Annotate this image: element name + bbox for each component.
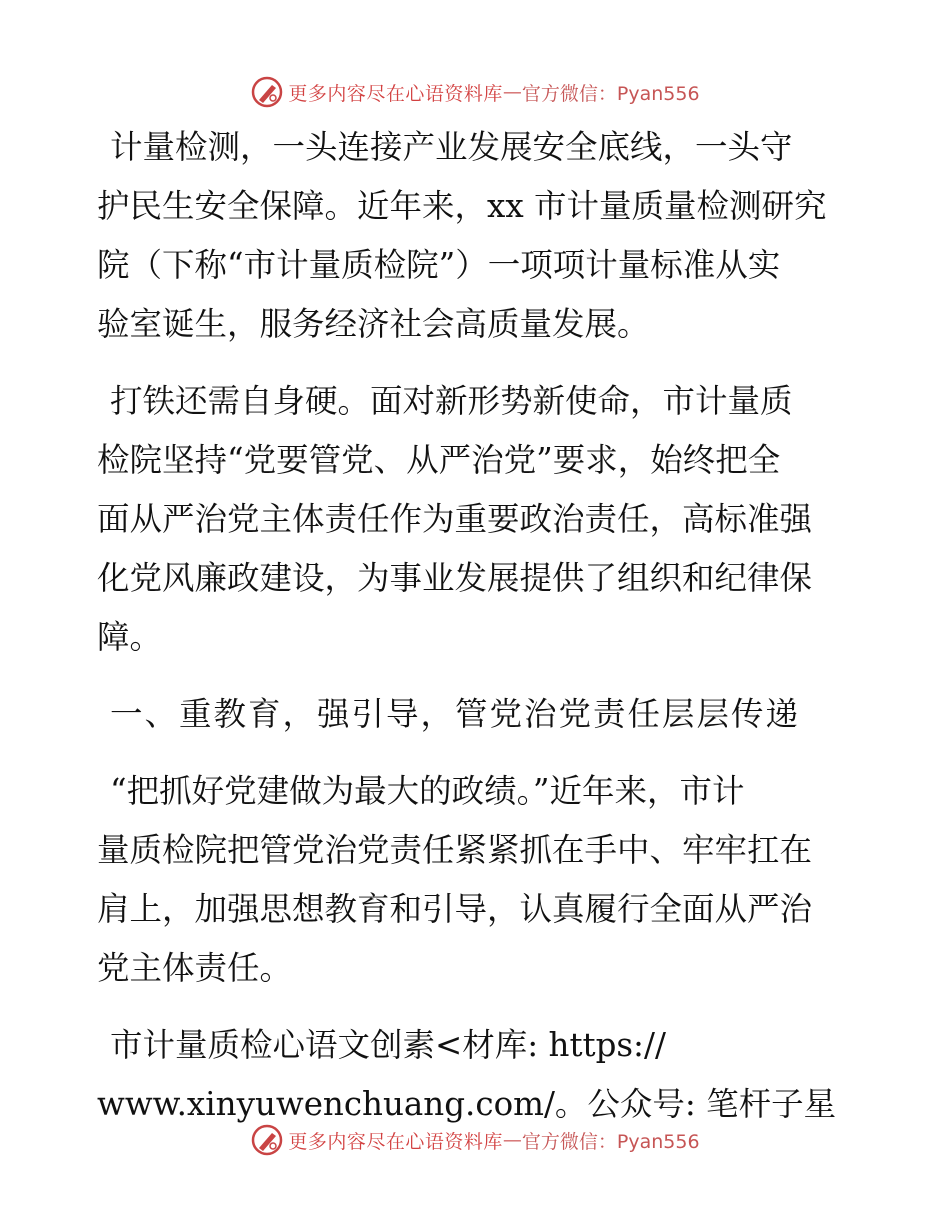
banner-main-text: 更多内容尽在心语资料库 xyxy=(288,1130,503,1153)
banner-main-text: 更多内容尽在心语资料库 xyxy=(288,82,503,105)
text-line: 障。 xyxy=(97,618,163,656)
text-line: 面从严治党主体责任作为重要政治责任，高标准强 xyxy=(97,500,813,538)
banner-wechat-text: 官方微信：Pyan556 xyxy=(521,82,700,105)
section-heading xyxy=(97,685,867,744)
heading-text: 一、重教育，强引导，管党治党责任层层传递 xyxy=(110,695,801,733)
paragraph-1 xyxy=(97,118,867,354)
banner-separator: — xyxy=(502,81,522,103)
text-line: 化党风廉政建设，为事业发展提供了组织和纪律保 xyxy=(97,559,813,597)
text-line: “把抓好党建做为最大的政绩。”近年来，市计 xyxy=(110,772,745,810)
paragraph-4 xyxy=(97,1016,867,1134)
text-line: 检院坚持“党要管党、从严治党”要求，始终把全 xyxy=(97,441,781,479)
text-line: www.xinyuwenchuang.com/。公众号: 笔杆子星 xyxy=(97,1085,837,1123)
text-line: 量质检院把管党治党责任紧紧抓在手中、牢牢扛在 xyxy=(97,831,813,869)
header-banner xyxy=(0,72,950,112)
footer-banner xyxy=(0,1120,950,1160)
text-line: 护民生安全保障。近年来，xx 市计量质量检测研究 xyxy=(97,187,827,225)
text-line: 肩上，加强思想教育和引导，认真履行全面从严治 xyxy=(97,890,813,928)
text-line: 计量检测，一头连接产业发展安全底线，一头守 xyxy=(110,128,793,166)
text-line: 市计量质检心语文创素<材库: https:// xyxy=(110,1026,666,1064)
banner-wechat-text: 官方微信：Pyan556 xyxy=(521,1130,700,1153)
banner-separator: — xyxy=(502,1129,522,1151)
text-line: 党主体责任。 xyxy=(97,949,293,987)
paragraph-2 xyxy=(97,372,867,667)
text-line: 院（下称“市计量质检院”）一项项计量标准从实 xyxy=(97,246,781,284)
pen-seal-icon xyxy=(250,75,284,109)
document-body xyxy=(97,118,867,1134)
text-line: 验室诞生，服务经济社会高质量发展。 xyxy=(97,305,650,343)
pen-seal-icon xyxy=(250,1123,284,1157)
text-line: 打铁还需自身硬。面对新形势新使命，市计量质 xyxy=(110,382,793,420)
paragraph-3 xyxy=(97,762,867,998)
